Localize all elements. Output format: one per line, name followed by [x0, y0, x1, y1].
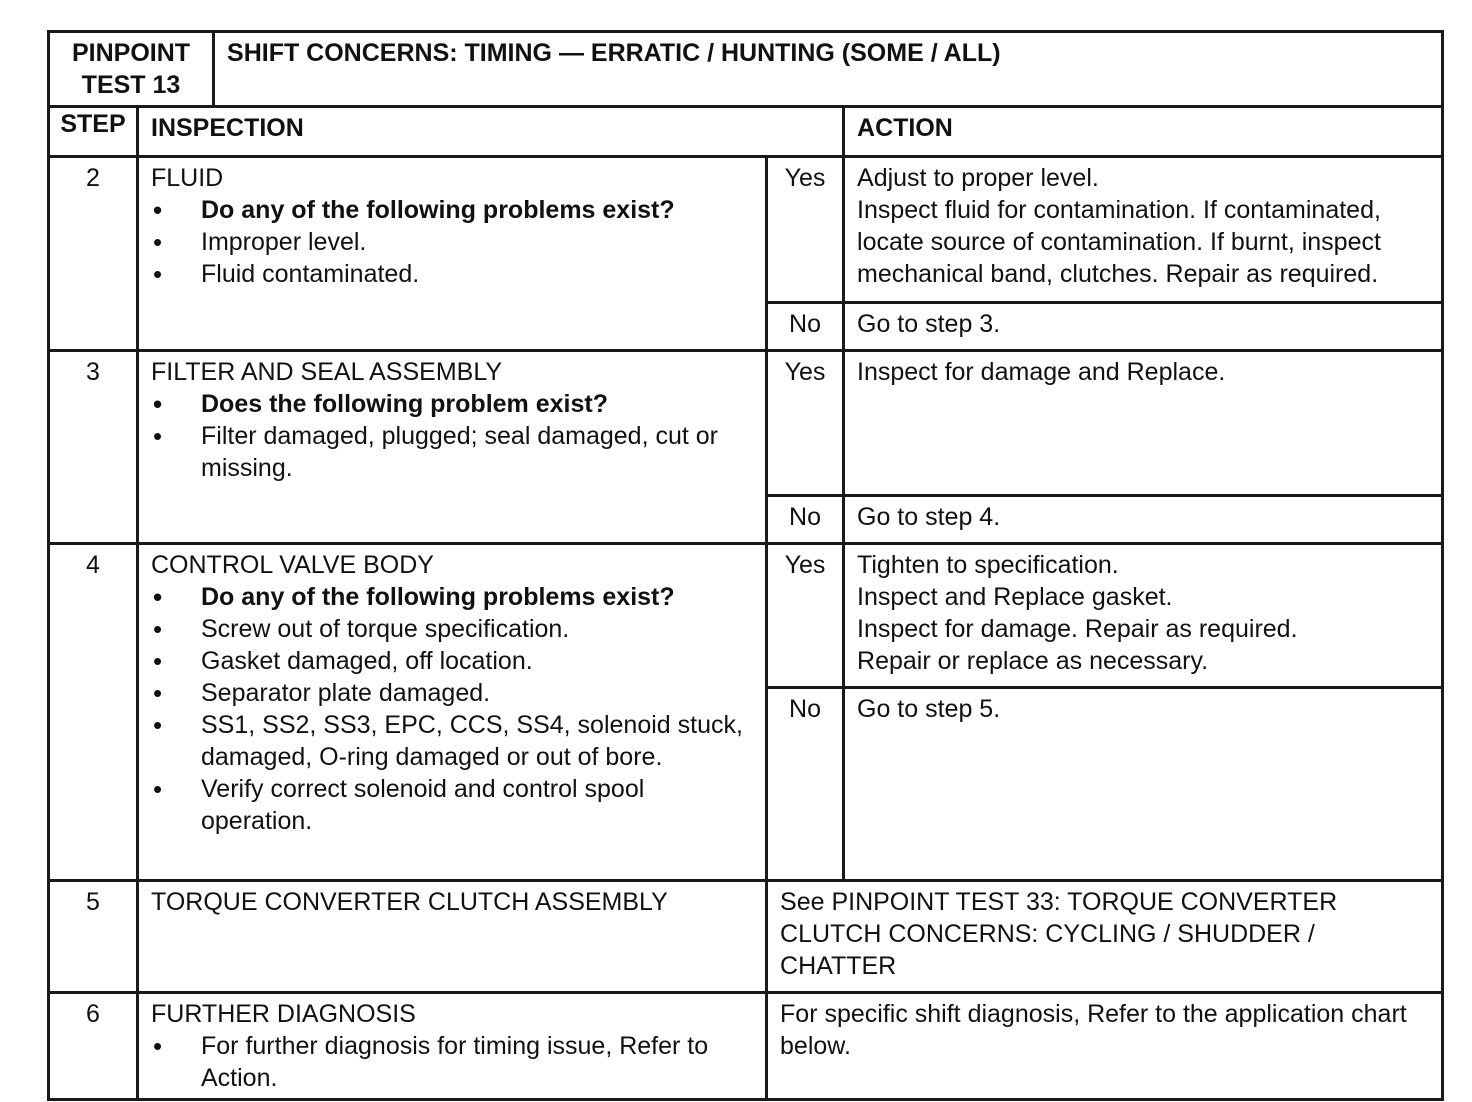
action-line: Adjust to proper level. [857, 164, 1099, 192]
step-5-inspection [138, 881, 767, 993]
no-label: No [767, 303, 844, 351]
inspection-item: • Improper level. [151, 226, 753, 258]
column-header-step: STEP [49, 107, 138, 157]
inspection-heading: FURTHER DIAGNOSIS [151, 1000, 416, 1028]
column-header-row [49, 107, 1443, 157]
title-row [49, 32, 1443, 107]
step-6-row [49, 993, 1443, 1100]
yes-action [844, 157, 1443, 303]
yes-action [844, 544, 1443, 688]
step-number: 3 [49, 351, 138, 544]
inspection-item: • Screw out of torque specification. [151, 613, 753, 645]
yes-label: Yes [767, 351, 844, 496]
inspection-question: • Does the following problem exist? [151, 388, 753, 420]
inspection-heading: FILTER AND SEAL ASSEMBLY [151, 358, 503, 386]
step-4-yes-row [49, 544, 1443, 688]
step-3-yes-row [49, 351, 1443, 496]
inspection-question: • Do any of the following problems exist? [151, 581, 753, 613]
step-2-yes-row [49, 157, 1443, 303]
inspection-item: • Verify correct solenoid and control spool operation. [151, 773, 753, 837]
step-6-action: For specific shift diagnosis, Refer to the application chart below. [767, 993, 1443, 1100]
step-3-inspection [138, 351, 767, 544]
step-2-inspection [138, 157, 767, 351]
action-line: Repair or replace as necessary. [857, 647, 1209, 675]
step-number: 5 [49, 881, 138, 993]
step-number: 6 [49, 993, 138, 1100]
action-line: Inspect fluid for contamination. If contaminated, locate source of contamination. If burnt, inspect mechanical band, clutches. Repair as required. [857, 196, 1381, 288]
yes-action [844, 351, 1443, 496]
step-5-action: See PINPOINT TEST 33: TORQUE CONVERTER CLUTCH CONCERNS: CYCLING / SHUDDER / CHATTER [767, 881, 1443, 993]
inspection-question: • Do any of the following problems exist? [151, 194, 753, 226]
action-line: Inspect for damage. Repair as required. [857, 615, 1298, 643]
step-6-inspection [138, 993, 767, 1100]
inspection-list [151, 194, 753, 290]
inspection-item: • For further diagnosis for timing issue, Refer to Action. [151, 1030, 753, 1094]
no-label: No [767, 496, 844, 544]
action-line: Tighten to specification. [857, 551, 1119, 579]
inspection-list [151, 388, 753, 484]
test-title: SHIFT CONCERNS: TIMING — ERRATIC / HUNTING (SOME / ALL) [214, 32, 1443, 107]
inspection-list [151, 581, 753, 837]
inspection-item: • Fluid contaminated. [151, 258, 753, 290]
action-line: Inspect for damage and Replace. [857, 358, 1226, 386]
inspection-list [151, 1030, 753, 1094]
step-4-inspection [138, 544, 767, 881]
yes-label: Yes [767, 544, 844, 688]
step-5-row [49, 881, 1443, 993]
step-number: 4 [49, 544, 138, 881]
test-label: PINPOINT TEST 13 [49, 32, 214, 107]
no-label: No [767, 688, 844, 881]
inspection-item: • Filter damaged, plugged; seal damaged, cut or missing. [151, 420, 753, 484]
no-action: Go to step 5. [844, 688, 1443, 881]
inspection-heading: TORQUE CONVERTER CLUTCH ASSEMBLY [151, 888, 668, 916]
inspection-heading: CONTROL VALVE BODY [151, 551, 434, 579]
no-action: Go to step 4. [844, 496, 1443, 544]
no-action: Go to step 3. [844, 303, 1443, 351]
action-line: Inspect and Replace gasket. [857, 583, 1173, 611]
yes-label: Yes [767, 157, 844, 303]
inspection-item: • Gasket damaged, off location. [151, 645, 753, 677]
column-header-inspection: INSPECTION [138, 107, 844, 157]
inspection-heading: FLUID [151, 164, 224, 192]
inspection-item: • SS1, SS2, SS3, EPC, CCS, SS4, solenoid stuck, damaged, O-ring damaged or out of bore. [151, 709, 753, 773]
column-header-action: ACTION [844, 107, 1443, 157]
pinpoint-test-table [47, 30, 1444, 1101]
inspection-item: • Separator plate damaged. [151, 677, 753, 709]
step-number: 2 [49, 157, 138, 351]
